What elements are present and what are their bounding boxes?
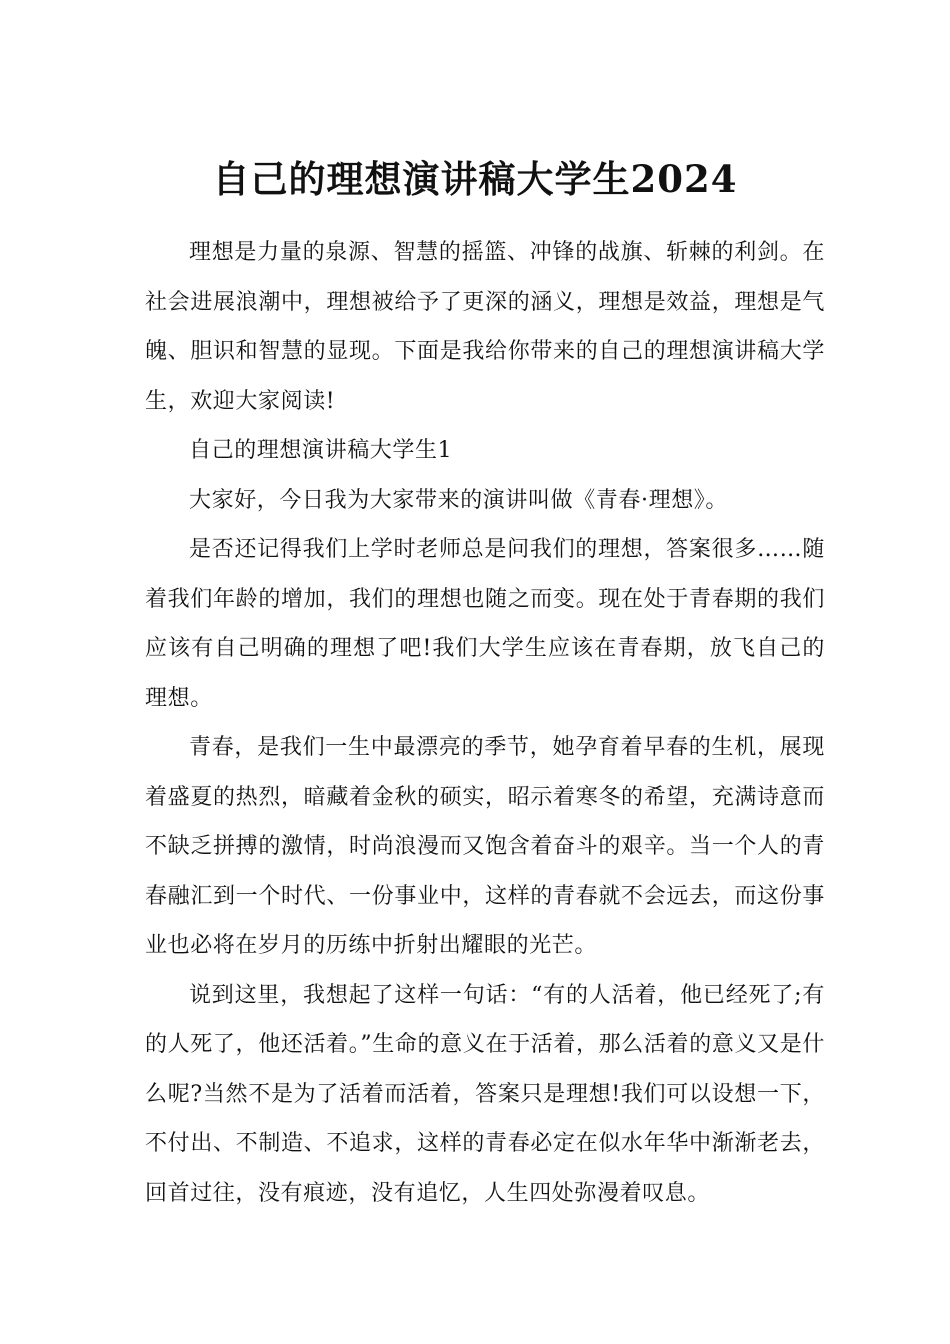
body-paragraph: 是否还记得我们上学时老师总是问我们的理想，答案很多……随着我们年龄的增加，我们的理想也随之而变。现在处于青春期的我们应该有自己明确的理想了吧!我们大学生应该在青春期，放飞自己的理想。 bbox=[145, 537, 825, 711]
section-heading: 自己的理想演讲稿大学生1 bbox=[189, 438, 453, 463]
intro-paragraph: 理想是力量的泉源、智慧的摇篮、冲锋的战旗、斩棘的利剑。在社会进展浪潮中，理想被给予了更深的涵义，理想是效益，理想是气魄、胆识和智慧的显现。下面是我给你带来的自己的理想演讲稿大学生，欢迎大家阅读! bbox=[145, 240, 825, 414]
body-paragraph: 说到这里，我想起了这样一句话：“有的人活着，他已经死了;有的人死了，他还活着。”生命的意义在于活着，那么活着的意义又是什么呢?当然不是为了活着而活着，答案只是理想!我们可以设想一下，不付出、不制造、不追求，这样的青春必定在似水年华中渐渐老去，回首过往，没有痕迹，没有追忆，人生四处弥漫着叹息。 bbox=[145, 982, 825, 1206]
document-body bbox=[145, 228, 825, 1218]
greeting-paragraph: 大家好，今日我为大家带来的演讲叫做《青春·理想》。 bbox=[189, 487, 728, 513]
document-title: 自己的理想演讲稿大学生2024 bbox=[212, 156, 738, 201]
body-paragraph: 青春，是我们一生中最漂亮的季节，她孕育着早春的生机，展现着盛夏的热烈，暗藏着金秋的硕实，昭示着寒冬的希望，充满诗意而不缺乏拼搏的激情，时尚浪漫而又饱含着奋斗的艰辛。当一个人的青春融汇到一个时代、一份事业中，这样的青春就不会远去，而这份事业也必将在岁月的历练中折射出耀眼的光芒。 bbox=[145, 735, 825, 958]
